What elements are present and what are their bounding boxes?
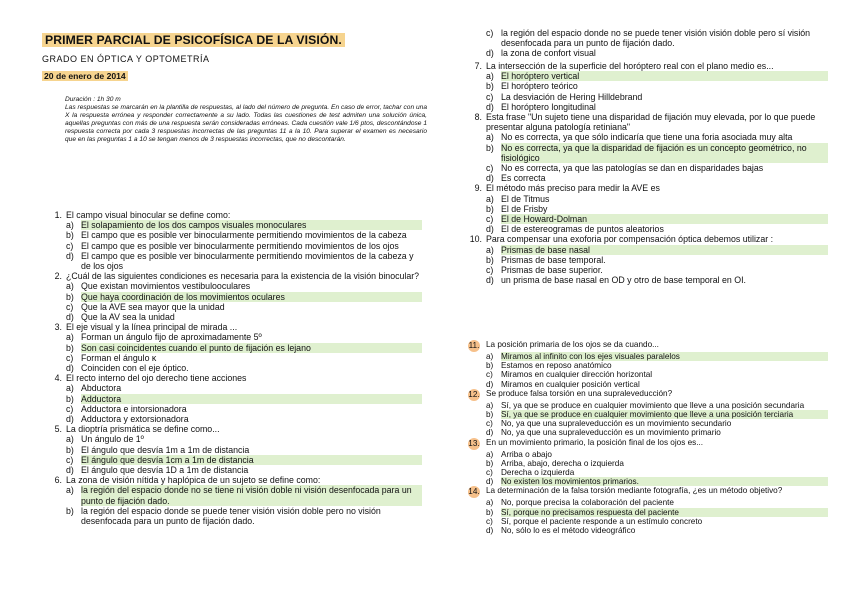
answer-option	[66, 220, 422, 230]
question-number: 3.	[54, 322, 62, 333]
option-text: la región del espacio donde se puede tener visión visión doble pero no visión desenfocada para un punto de fijación dado.	[81, 505, 381, 527]
option-text: Prismas de base temporal.	[501, 254, 606, 265]
option-text: Que la AVE sea mayor que la unidad	[81, 301, 225, 312]
answer-option	[66, 485, 422, 505]
question-number: 5.	[54, 424, 62, 435]
answer-option	[66, 332, 422, 342]
option-text: No es correcta, ya que sólo indicaría que tiene una foria asociada muy alta	[501, 132, 793, 143]
option-label: d)	[486, 379, 494, 389]
question-text: En un movimiento primario, la posición final de los ojos es...	[486, 437, 704, 447]
option-label: a)	[486, 498, 494, 508]
correct-answer-text: El ángulo que desvía 1cm a 1m de distancia	[81, 455, 422, 465]
question-number: 2.	[54, 271, 62, 282]
right-questions	[462, 61, 828, 285]
option-label: a)	[486, 449, 494, 459]
answer-option	[486, 401, 828, 410]
option-text: Un ángulo de 1º	[81, 434, 144, 445]
answer-option	[66, 465, 422, 475]
question-number: 7.	[474, 61, 482, 71]
answer-option	[66, 414, 422, 424]
q6-continued	[462, 28, 828, 59]
question-text: El eje visual y la línea principal de mirada ...	[66, 322, 238, 333]
duration: Duración : 1h 30 m	[65, 96, 121, 103]
answer-option	[66, 445, 422, 455]
answer-option	[486, 380, 828, 389]
answer-option	[486, 173, 828, 183]
question-number	[462, 389, 486, 401]
answer-option	[66, 302, 422, 312]
option-label: c)	[66, 454, 74, 465]
question-text: Esta frase "Un sujeto tiene una disparidad de fijación muy elevada, por lo que puede presentar alguna patología retiniana"	[486, 112, 816, 133]
option-label: c)	[66, 301, 74, 312]
option-label: d)	[486, 428, 494, 438]
option-text: La desviación de Hering Hilldebrand	[501, 91, 643, 102]
question	[42, 475, 422, 526]
answer-option	[486, 370, 828, 379]
option-label: d)	[66, 363, 74, 374]
option-text: Que la AV sea la unidad	[81, 312, 175, 323]
option-label: c)	[486, 370, 493, 380]
question	[42, 210, 422, 271]
correct-answer-text: Que haya coordinación de los movimientos oculares	[81, 292, 422, 302]
option-text: Adductora e intorsionadora	[81, 403, 187, 414]
option-label: d)	[486, 224, 494, 235]
option-text: Forman un ángulo fijo de aproximadamente 5º	[81, 332, 262, 343]
answer-option	[486, 477, 828, 486]
answer-option	[66, 353, 422, 363]
option-label: b)	[486, 458, 494, 468]
answer-option	[486, 92, 828, 102]
answer-option	[486, 352, 828, 361]
option-label: a)	[486, 244, 494, 255]
answer-option	[486, 194, 828, 204]
answer-option	[486, 224, 828, 234]
option-label: a)	[486, 132, 494, 143]
answer-option	[486, 526, 828, 535]
option-label: c)	[486, 468, 493, 478]
option-label: c)	[486, 419, 493, 429]
right-small-questions	[462, 340, 828, 535]
option-label: b)	[486, 361, 494, 371]
option-label: c)	[486, 28, 494, 38]
question-number	[462, 438, 486, 450]
option-text: Prismas de base superior.	[501, 265, 603, 276]
option-text: Arriba, abajo, derecha o izquierda	[501, 458, 624, 468]
correct-answer-text: Sí, ya que se produce en cualquier movimiento que lleve a una posición terciaria	[501, 410, 828, 419]
question-text: Se produce falsa torsión en una supraleveducción?	[486, 388, 673, 398]
exam-title: PRIMER PARCIAL DE PSICOFÍSICA DE LA VISIÓN.	[42, 33, 345, 47]
answer-option	[486, 265, 828, 275]
option-label: b)	[66, 291, 74, 302]
option-label: b)	[66, 393, 74, 404]
answer-option	[486, 163, 828, 173]
option-label: b)	[486, 142, 494, 153]
question-number	[462, 340, 486, 352]
option-label: a)	[486, 193, 494, 204]
option-label: d)	[66, 250, 74, 261]
option-label: b)	[486, 203, 494, 214]
answer-option	[486, 361, 828, 370]
option-label: c)	[486, 163, 494, 174]
question	[462, 61, 828, 112]
answer-option	[66, 506, 422, 526]
option-text: El de estereogramas de puntos aleatorios	[501, 224, 664, 235]
correct-answer-text: Adductora	[81, 394, 422, 404]
question-text: Para compensar una exoforia por compensación óptica debemos utilizar :	[486, 234, 774, 245]
option-label: b)	[66, 342, 74, 353]
answer-option	[486, 81, 828, 91]
exam-subtitle: GRADO EN ÓPTICA Y OPTOMETRÍA	[42, 54, 210, 64]
option-text: Abductora	[81, 383, 122, 394]
question-marker: 13.	[468, 438, 480, 448]
answer-option	[66, 241, 422, 251]
option-label: c)	[66, 352, 74, 363]
option-text: Estamos en reposo anatómico	[501, 361, 612, 371]
question	[462, 234, 828, 285]
question-marker: 11.	[468, 341, 480, 350]
correct-answer-text: la región del espacio donde no se tiene ni visión doble ni visión desenfocada para un punto de fijación dado.	[81, 485, 422, 505]
answer-option	[486, 419, 828, 428]
option-text: No es correcta, ya que las patologías se dan en disparidades bajas	[501, 163, 764, 174]
question	[462, 486, 828, 535]
question-number: 4.	[54, 373, 62, 384]
question-text: La posición primaria de los ojos se da cuando...	[486, 340, 659, 349]
option-label: a)	[486, 352, 494, 361]
answer-option	[486, 71, 828, 81]
question	[462, 112, 828, 183]
option-text: Coinciden con el eje óptico.	[81, 363, 189, 374]
question-number	[462, 486, 486, 498]
answer-option	[486, 275, 828, 285]
left-questions	[42, 210, 422, 526]
question-text: La intersección de la superficie del horóptero real con el plano medio es...	[486, 61, 774, 71]
option-text: El campo que es posible ver binocularmente permitiendo movimientos de la cabeza	[81, 230, 407, 241]
option-label: d)	[486, 101, 494, 112]
option-text: No, sólo lo es el método videográfico	[501, 526, 636, 536]
correct-answer-text: No es correcta, ya que la disparidad de fijación es un concepto geométrico, no fisiológico	[501, 143, 828, 163]
answer-option	[66, 394, 422, 404]
instructions-block	[65, 96, 427, 143]
option-label: c)	[66, 403, 74, 414]
answer-option	[66, 251, 422, 271]
option-label: b)	[486, 81, 494, 92]
question	[462, 438, 828, 487]
answer-option	[66, 455, 422, 465]
answer-option	[486, 255, 828, 265]
option-text: El de Frisby	[501, 203, 548, 214]
question-number: 1.	[54, 210, 62, 220]
option-label: b)	[66, 444, 74, 455]
correct-answer-text: Sí, porque no precisamos respuesta del paciente	[501, 508, 828, 517]
option-label: d)	[486, 477, 494, 487]
answer-option	[486, 517, 828, 526]
option-label: a)	[66, 485, 74, 496]
option-text: la región del espacio donde no se puede tener visión visión doble pero sí visión desenfocada para un punto de fijación dado.	[501, 28, 811, 49]
question-marker: 12.	[468, 389, 480, 399]
option-text: El ángulo que desvía 1D a 1m de distancia	[81, 465, 249, 476]
answer-option	[486, 132, 828, 142]
answer-option	[486, 410, 828, 419]
question-text: La determinación de la falsa torsión mediante fotografía, ¿es un método objetivo?	[486, 486, 783, 496]
option-text: No, porque precisa la colaboración del paciente	[501, 498, 674, 508]
option-text: No, ya que una supraleveducción es un movimiento secundario	[501, 419, 732, 429]
option-text: un prisma de base nasal en OD y otro de base temporal en OI.	[501, 275, 746, 286]
answer-option	[486, 468, 828, 477]
option-label: d)	[486, 48, 494, 59]
question-text: El recto interno del ojo derecho tiene acciones	[66, 373, 247, 384]
question-number: 6.	[54, 475, 62, 486]
option-text: Miramos en cualquier dirección horizontal	[501, 370, 653, 380]
answer-option	[66, 292, 422, 302]
option-text: Que existan movimientos vestibulooculares	[81, 281, 251, 292]
instructions-text: Las respuestas se marcarán en la plantilla de respuestas, al lado del número de pregunta. En caso de error, tachar con una X la respuesta errónea y responder correctamente a su lado. Todas las cuestiones de test admiten una solución única, aquellas preguntas con más de una respuesta serán consideradas erróneas. Cada cuestión vale 1/6 ptos, descontándose 1 respuesta correcta por cada 3 respuestas incorrectas de las preguntas 11 a la 10. Para superar el examen es necesario que en las preguntas 1 a 10 se tengan menos de 3 respuestas incorrectas, que no descontarán.	[65, 103, 427, 143]
correct-answer-text: Miramos al infinito con los ejes visuales paralelos	[501, 352, 828, 361]
question-number: 9.	[474, 183, 482, 194]
answer-option	[486, 102, 828, 112]
answer-option	[66, 343, 422, 353]
option-label: a)	[66, 332, 74, 343]
option-text: Es correcta	[501, 173, 546, 184]
option-label: b)	[486, 507, 494, 517]
option-label: a)	[486, 71, 494, 82]
answer-option	[486, 498, 828, 507]
answer-option	[486, 245, 828, 255]
question-text: El método más preciso para medir la AVE es	[486, 183, 660, 194]
option-label: c)	[66, 240, 74, 251]
answer-option	[486, 143, 828, 163]
answer-option	[486, 204, 828, 214]
answer-option	[66, 281, 422, 291]
question	[462, 183, 828, 234]
answer-option	[66, 434, 422, 444]
option-label: a)	[66, 434, 74, 445]
option-label: b)	[486, 410, 494, 420]
answer-option	[66, 312, 422, 322]
question	[42, 373, 422, 424]
option-text: Adductora y extorsionadora	[81, 414, 189, 425]
option-text: Forman el ángulo κ	[81, 352, 157, 363]
option-label: b)	[66, 505, 74, 516]
option-text: Arriba o abajo	[501, 449, 552, 459]
option-label: d)	[486, 173, 494, 184]
answer-option	[66, 383, 422, 393]
option-text: El ángulo que desvía 1m a 1m de distancia	[81, 444, 250, 455]
option-label: a)	[66, 220, 74, 231]
question-text: La dioptría prismática se define como...	[66, 424, 220, 435]
answer-option	[66, 230, 422, 240]
option-text: El de Titmus	[501, 193, 550, 204]
option-label: c)	[486, 265, 494, 276]
option-text: El campo que es posible ver binocularmente permitiendo movimientos de los ojos	[81, 240, 399, 251]
option-label: c)	[486, 516, 493, 526]
exam-date: 20 de enero de 2014	[44, 71, 126, 81]
option-text: Sí, ya que se produce en cualquier movimiento que lleve a una posición secundaria	[501, 400, 805, 410]
correct-answer-text: El solapamiento de los dos campos visuales monoculares	[81, 220, 422, 230]
answer-option	[486, 459, 828, 468]
option-label: b)	[66, 230, 74, 241]
answer-option	[486, 48, 828, 58]
option-text: El horóptero teórico	[501, 81, 578, 92]
question-marker: 14.	[468, 487, 480, 497]
question-text: La zona de visión nítida y haplópica de un sujeto se define como:	[66, 475, 321, 486]
answer-option	[486, 428, 828, 437]
answer-option	[66, 363, 422, 373]
answer-option	[66, 404, 422, 414]
correct-answer-text: El de Howard-Dolman	[501, 214, 828, 224]
option-text: Sí, porque el paciente responde a un estímulo concreto	[501, 516, 703, 526]
correct-answer-text: Son casi coincidentes cuando el punto de fijación es lejano	[81, 343, 422, 353]
option-text: El campo que es posible ver binocularmente permitiendo movimientos de la cabeza y de los ojos	[81, 250, 414, 272]
option-label: c)	[486, 91, 494, 102]
correct-answer-text: Prismas de base nasal	[501, 245, 828, 255]
option-label: c)	[486, 214, 494, 225]
answer-option	[486, 508, 828, 517]
option-text: la zona de confort visual	[501, 48, 596, 59]
question-number: 8.	[474, 112, 482, 123]
option-label: d)	[66, 312, 74, 323]
question-number: 10.	[469, 234, 482, 245]
option-text: Derecha o izquierda	[501, 468, 575, 478]
question	[42, 424, 422, 475]
option-label: d)	[66, 414, 74, 425]
question	[462, 389, 828, 438]
answer-option	[486, 450, 828, 459]
correct-answer-text: No existen los movimientos primarios.	[501, 477, 828, 486]
option-label: d)	[66, 465, 74, 476]
option-label: a)	[66, 383, 74, 394]
option-label: d)	[486, 526, 494, 536]
question-text: El campo visual binocular se define como:	[66, 210, 231, 220]
option-text: Miramos en cualquier posición vertical	[501, 379, 640, 389]
option-label: d)	[486, 275, 494, 286]
question	[42, 271, 422, 322]
answer-option	[486, 28, 828, 48]
question-text: ¿Cuál de las siguientes condiciones es necesaria para la existencia de la visión binocular?	[66, 271, 420, 282]
option-label: a)	[486, 400, 494, 410]
answer-option	[486, 214, 828, 224]
correct-answer-text: El horóptero vertical	[501, 71, 828, 81]
option-text: El horóptero longitudinal	[501, 101, 596, 112]
option-label: a)	[66, 281, 74, 292]
option-label: b)	[486, 254, 494, 265]
question	[42, 322, 422, 373]
question	[462, 340, 828, 389]
option-text: No, ya que una supraleveducción es un movimiento primario	[501, 428, 721, 438]
